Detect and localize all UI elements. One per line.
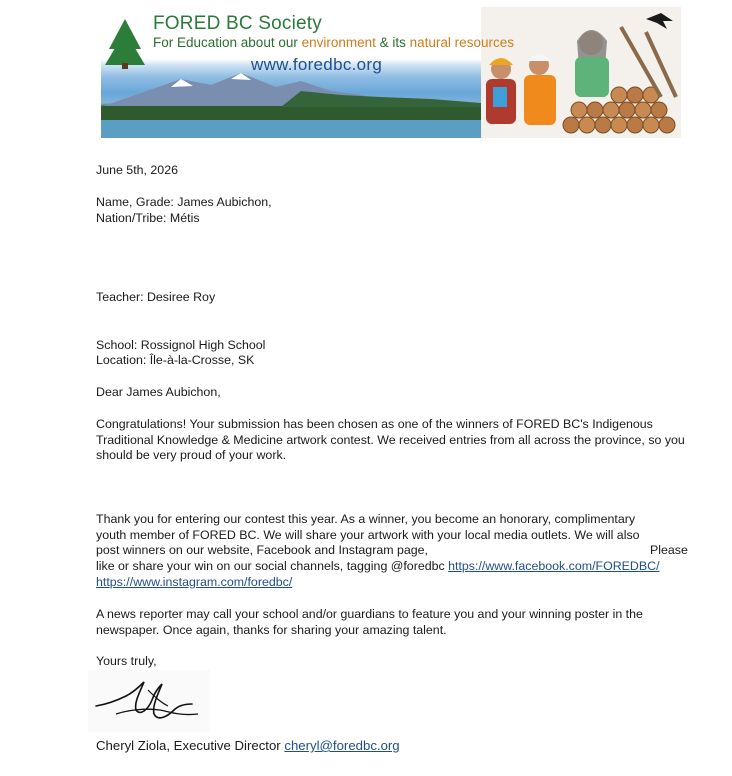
signer-name: Cheryl Ziola, Executive Director bbox=[96, 738, 285, 753]
tagline-part1: For Education about our bbox=[153, 35, 302, 50]
paragraph-thanks-line4 bbox=[96, 559, 660, 575]
facebook-link[interactable]: https://www.facebook.com/FOREDBC/ bbox=[448, 559, 660, 573]
teacher: Teacher: Desiree Roy bbox=[96, 290, 216, 304]
paragraph-congratulations: Congratulations! Your submission has been chosen as one of the winners of FORED BC's Indigenous Traditional Knowledge & Medicine artwork contest. We received entries from all across the province, so you should be very proud of your work. bbox=[96, 417, 685, 462]
tagline bbox=[153, 34, 514, 51]
header-banner bbox=[101, 7, 681, 138]
instagram-link[interactable]: https://www.instagram.com/foredbc/ bbox=[96, 575, 293, 589]
email-link[interactable]: cheryl@foredbc.org bbox=[284, 738, 400, 753]
tagline-part2: & its bbox=[375, 35, 410, 50]
paragraph-thanks-line2: youth member of FORED BC. We will share your artwork with your local media outlets. We will also bbox=[96, 528, 640, 542]
nation-tribe: Nation/Tribe: Métis bbox=[96, 211, 200, 225]
social-text: like or share your win on our social channels, tagging @foredbc bbox=[96, 559, 449, 573]
signature-image bbox=[88, 670, 210, 732]
instagram-line bbox=[96, 575, 292, 591]
tagline-environment: environment bbox=[301, 35, 376, 50]
org-name: FORED BC Society bbox=[153, 13, 322, 34]
signer-line bbox=[96, 738, 400, 754]
paragraph-thanks-line3: post winners on our website, Facebook and Instagram page, bbox=[96, 543, 428, 557]
salutation: Dear James Aubichon, bbox=[96, 385, 221, 399]
paragraph-news: A news reporter may call your school and/or guardians to feature you and your winning poster in the newspaper. Once again, thanks for sharing your amazing talent. bbox=[96, 607, 643, 637]
paragraph-thanks-please: Please bbox=[650, 543, 688, 557]
closing: Yours truly, bbox=[96, 654, 157, 668]
paragraph-thanks-line1: Thank you for entering our contest this year. As a winner, you become an honorary, complimentary bbox=[96, 512, 636, 526]
school: School: Rossignol High School bbox=[96, 338, 266, 352]
tree-logo-icon bbox=[105, 19, 145, 69]
tagline-natural: natural resources bbox=[409, 35, 514, 50]
banner-website: www.foredbc.org bbox=[251, 55, 383, 74]
letter-date: June 5th, 2026 bbox=[96, 163, 178, 177]
location: Location: Île-à-la-Crosse, SK bbox=[96, 353, 255, 367]
name-grade: Name, Grade: James Aubichon, bbox=[96, 195, 272, 209]
banner-logo-text bbox=[153, 14, 514, 51]
